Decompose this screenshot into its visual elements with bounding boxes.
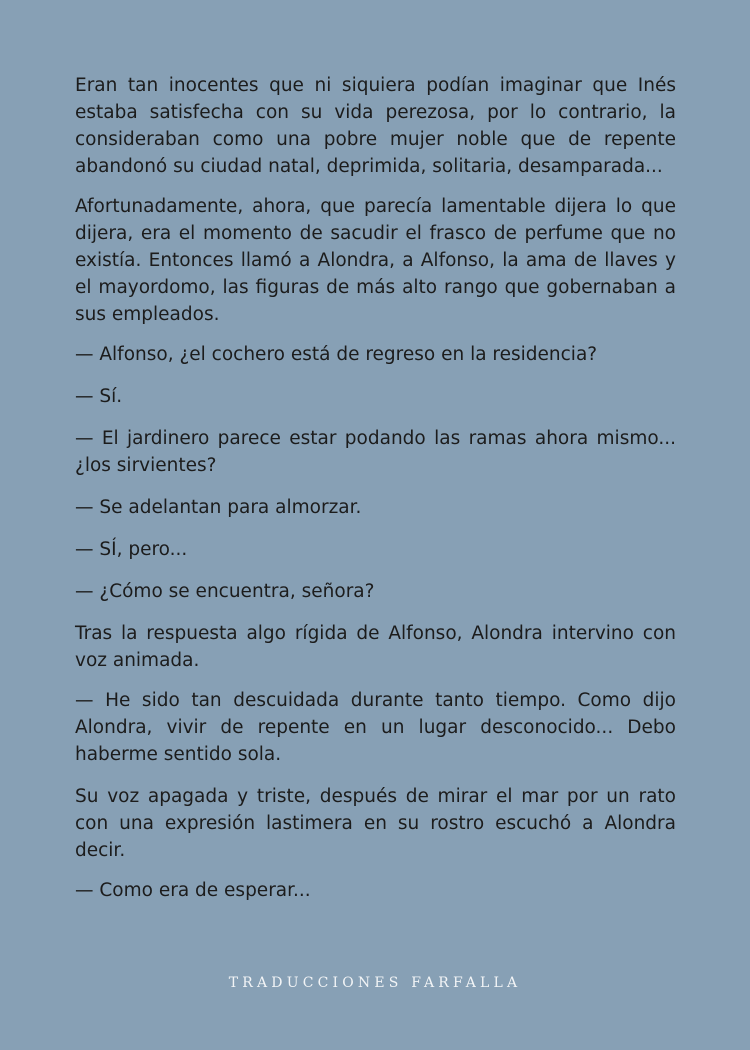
dialogue-line: — El jardinero parece estar podando las ramas ahora mismo... ¿los sirvientes? — [75, 428, 676, 476]
footer-credit: TRADUCCIONES FARFALLA — [228, 975, 522, 991]
narrative-paragraph: Afortunadamente, ahora, que parecía lamentable dijera lo que dijera, era el momento de sacudir el frasco de perfume que no existía. Entonces llamó a Alondra, a Alfonso, la ama de llaves y el mayordomo, las figuras de más alto rango que gobernaban a sus empleados. — [75, 196, 676, 325]
narrative-paragraph: Eran tan inocentes que ni siquiera podían imaginar que Inés estaba satisfecha con su vida perezosa, por lo contrario, la consideraban como una pobre mujer noble que de repente abandonó su ciudad natal, deprimida, solitaria, desamparada... — [75, 75, 676, 177]
dialogue-line: — He sido tan descuidada durante tanto tiempo. Como dijo Alondra, vivir de repente en un lugar desconocido... Debo haberme sentido sola. — [75, 690, 676, 765]
dialogue-line: — Se adelantan para almorzar. — [75, 497, 362, 518]
dialogue-line: — ¿Cómo se encuentra, señora? — [75, 581, 375, 602]
dialogue-line: — Sí. — [75, 386, 123, 407]
dialogue-line: — SÍ, pero... — [75, 539, 188, 560]
dialogue-line: — Como era de esperar... — [75, 880, 311, 901]
page-body — [75, 72, 676, 919]
narrative-paragraph: Su voz apagada y triste, después de mirar el mar por un rato con una expresión lastimera en su rostro escuchó a Alondra decir. — [75, 786, 676, 861]
dialogue-line: — Alfonso, ¿el cochero está de regreso en la residencia? — [75, 344, 598, 365]
narrative-paragraph: Tras la respuesta algo rígida de Alfonso, Alondra intervino con voz animada. — [75, 623, 676, 671]
